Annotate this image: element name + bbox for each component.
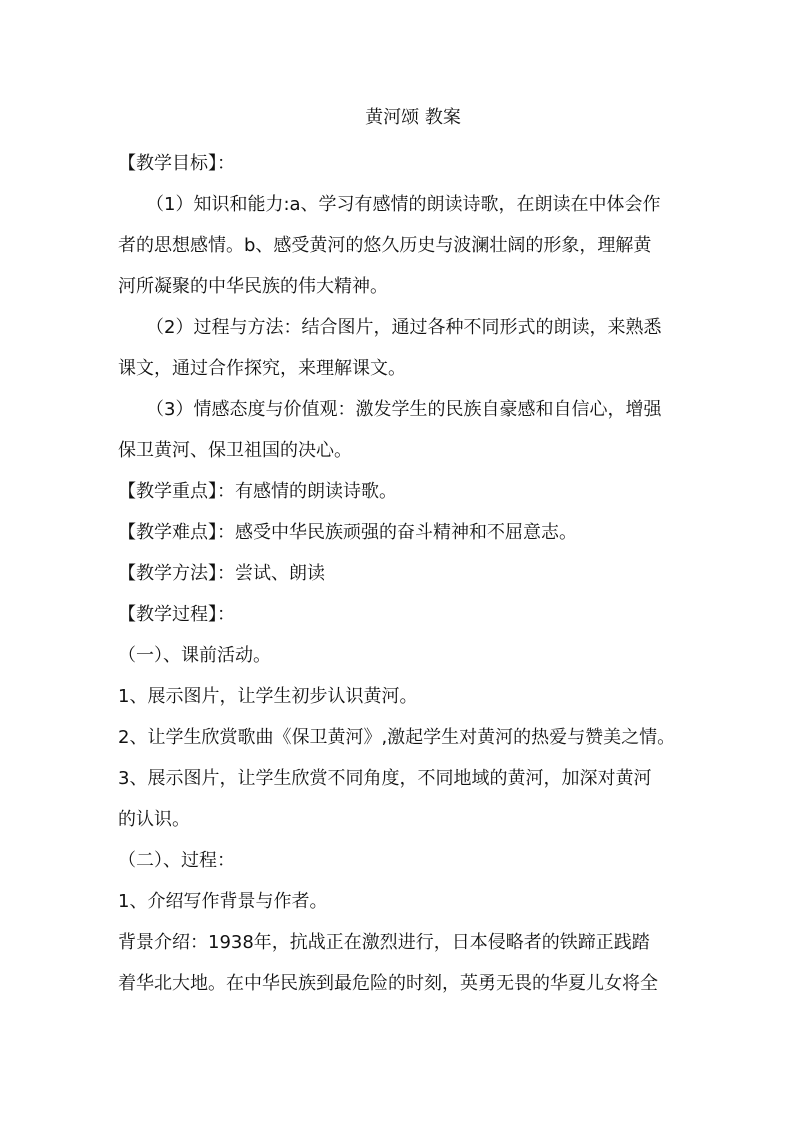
text-line: 的认识。 (118, 809, 190, 830)
text-line: （3）情感态度与价值观：激发学生的民族自豪感和自信心，增强 (146, 399, 662, 420)
document-title: 黄河颂 教案 (365, 107, 461, 128)
text-line: 课文，通过合作探究，来理解课文。 (118, 358, 406, 379)
text-line: 河所凝聚的中华民族的伟大精神。 (118, 276, 388, 297)
text-line: 2、让学生欣赏歌曲《保卫黄河》,激起学生对黄河的热爱与赞美之情。 (118, 727, 676, 748)
text-line: 【教学难点】：感受中华民族顽强的奋斗精神和不屈意志。 (118, 522, 577, 543)
text-line: 者的思想感情。b、感受黄河的悠久历史与波澜壮阔的形象，理解黄 (118, 235, 652, 256)
text-line: 1、介绍写作背景与作者。 (118, 891, 328, 912)
text-line: 1、展示图片，让学生初步认识黄河。 (118, 686, 418, 707)
text-line: （1）知识和能力:a、学习有感情的朗读诗歌，在朗读在中体会作 (146, 194, 661, 215)
text-line: 保卫黄河、保卫祖国的决心。 (118, 440, 352, 461)
text-line: 背景介绍：1938年，抗战正在激烈进行，日本侵略者的铁蹄正践踏 (118, 932, 650, 953)
document-body (118, 143, 678, 1004)
text-line: 3、展示图片，让学生欣赏不同角度，不同地域的黄河，加深对黄河 (118, 768, 652, 789)
document-page (118, 103, 678, 1004)
text-line: 着华北大地。在中华民族到最危险的时刻，英勇无畏的华夏儿女将全 (118, 973, 658, 994)
text-line: 【教学目标】： (118, 153, 235, 174)
text-line: 【教学过程】： (118, 604, 235, 625)
text-line: （一）、课前活动。 (118, 645, 271, 666)
text-line: 【教学重点】：有感情的朗读诗歌。 (118, 481, 397, 502)
text-line: （2）过程与方法：结合图片，通过各种不同形式的朗读，来熟悉 (146, 317, 662, 338)
text-line: 【教学方法】：尝试、朗读 (118, 563, 325, 584)
text-line: （二）、过程： (118, 850, 235, 871)
